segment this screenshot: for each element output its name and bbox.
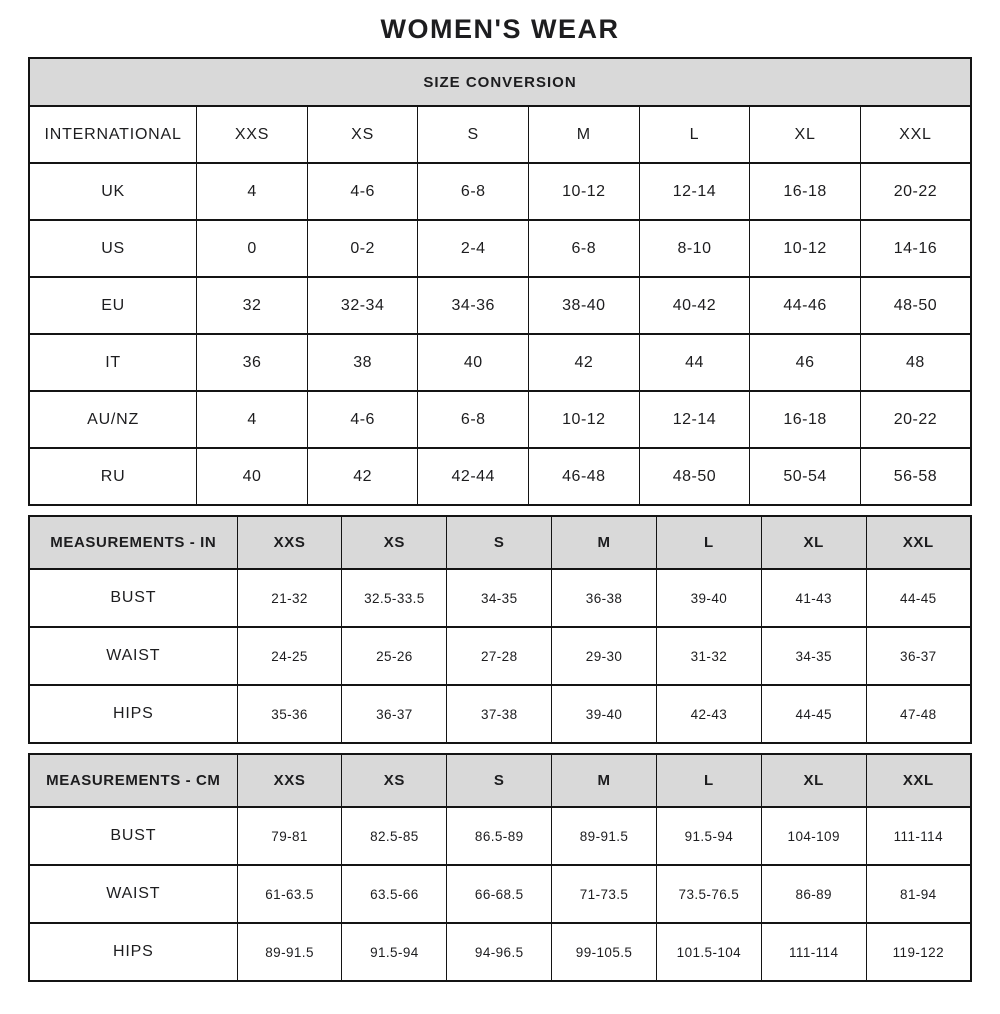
value-cell: 44-46 [750, 277, 861, 334]
value-cell: 99-105.5 [552, 923, 657, 981]
value-cell: 38-40 [529, 277, 640, 334]
value-cell: 16-18 [750, 163, 861, 220]
value-cell: 48-50 [639, 448, 750, 505]
value-cell: 4 [197, 163, 308, 220]
size-column-header: L [656, 754, 761, 807]
table-row [29, 865, 971, 923]
value-cell: 101.5-104 [656, 923, 761, 981]
value-cell: 86.5-89 [447, 807, 552, 865]
value-cell: 12-14 [639, 391, 750, 448]
value-cell: 56-58 [860, 448, 971, 505]
measurements-cm-head [29, 754, 971, 807]
table-row [29, 685, 971, 743]
row-label: IT [29, 334, 197, 391]
table-row [29, 163, 971, 220]
value-cell: 14-16 [860, 220, 971, 277]
size-column-header: XS [307, 106, 418, 163]
value-cell: 12-14 [639, 163, 750, 220]
value-cell: 111-114 [761, 923, 866, 981]
value-cell: 89-91.5 [552, 807, 657, 865]
table-row [29, 448, 971, 505]
value-cell: 10-12 [529, 163, 640, 220]
size-column-header: XXL [860, 106, 971, 163]
value-cell: 44 [639, 334, 750, 391]
size-column-header: S [447, 754, 552, 807]
size-column-header: XL [761, 516, 866, 569]
page-title: WOMEN'S WEAR [380, 14, 620, 44]
size-column-header: L [639, 106, 750, 163]
value-cell: 6-8 [418, 391, 529, 448]
row-label: BUST [29, 807, 237, 865]
value-cell: 10-12 [750, 220, 861, 277]
value-cell: 16-18 [750, 391, 861, 448]
value-cell: 32-34 [307, 277, 418, 334]
table-row [29, 627, 971, 685]
value-cell: 31-32 [656, 627, 761, 685]
value-cell: 10-12 [529, 391, 640, 448]
size-column-header: XS [342, 516, 447, 569]
value-cell: 42-44 [418, 448, 529, 505]
measurements-in-head [29, 516, 971, 569]
value-cell: 24-25 [237, 627, 342, 685]
value-cell: 46 [750, 334, 861, 391]
value-cell: 94-96.5 [447, 923, 552, 981]
value-cell: 86-89 [761, 865, 866, 923]
value-cell: 44-45 [761, 685, 866, 743]
size-guide-page [0, 14, 1000, 982]
value-cell: 36-37 [866, 627, 971, 685]
size-column-header: XS [342, 754, 447, 807]
value-cell: 6-8 [418, 163, 529, 220]
row-label: RU [29, 448, 197, 505]
value-cell: 50-54 [750, 448, 861, 505]
size-column-header: M [529, 106, 640, 163]
value-cell: 20-22 [860, 163, 971, 220]
value-cell: 40 [418, 334, 529, 391]
value-cell: 2-4 [418, 220, 529, 277]
value-cell: 79-81 [237, 807, 342, 865]
value-cell: 0 [197, 220, 308, 277]
value-cell: 42-43 [656, 685, 761, 743]
row-label-header: MEASUREMENTS - IN [29, 516, 237, 569]
value-cell: 32 [197, 277, 308, 334]
value-cell: 61-63.5 [237, 865, 342, 923]
row-label: BUST [29, 569, 237, 627]
value-cell: 73.5-76.5 [656, 865, 761, 923]
size-column-header: M [552, 754, 657, 807]
measurements-cm-table [28, 753, 972, 982]
value-cell: 34-35 [447, 569, 552, 627]
row-label: HIPS [29, 923, 237, 981]
size-column-header: M [552, 516, 657, 569]
value-cell: 39-40 [552, 685, 657, 743]
row-label: AU/NZ [29, 391, 197, 448]
value-cell: 32.5-33.5 [342, 569, 447, 627]
row-label: WAIST [29, 627, 237, 685]
value-cell: 104-109 [761, 807, 866, 865]
table-row [29, 569, 971, 627]
value-cell: 34-35 [761, 627, 866, 685]
measurements-in-table [28, 515, 972, 744]
size-column-header: L [656, 516, 761, 569]
size-column-header: XXS [237, 754, 342, 807]
value-cell: 46-48 [529, 448, 640, 505]
row-label: EU [29, 277, 197, 334]
value-cell: 119-122 [866, 923, 971, 981]
value-cell: 82.5-85 [342, 807, 447, 865]
table-row [29, 923, 971, 981]
value-cell: 41-43 [761, 569, 866, 627]
value-cell: 47-48 [866, 685, 971, 743]
value-cell: 35-36 [237, 685, 342, 743]
size-conversion-banner: SIZE CONVERSION [29, 58, 971, 106]
value-cell: 42 [529, 334, 640, 391]
value-cell: 39-40 [656, 569, 761, 627]
row-label: UK [29, 163, 197, 220]
value-cell: 36-37 [342, 685, 447, 743]
table-row [29, 391, 971, 448]
measurements-in-body [29, 569, 971, 743]
measurements-cm-header-row [29, 754, 971, 807]
size-column-header: XL [750, 106, 861, 163]
value-cell: 91.5-94 [656, 807, 761, 865]
measurements-cm-body [29, 807, 971, 981]
row-label: US [29, 220, 197, 277]
row-label-header: MEASUREMENTS - CM [29, 754, 237, 807]
value-cell: 4 [197, 391, 308, 448]
size-conversion-banner-row [29, 58, 971, 106]
table-row [29, 220, 971, 277]
value-cell: 81-94 [866, 865, 971, 923]
row-label: HIPS [29, 685, 237, 743]
value-cell: 42 [307, 448, 418, 505]
value-cell: 48 [860, 334, 971, 391]
value-cell: 66-68.5 [447, 865, 552, 923]
row-label: WAIST [29, 865, 237, 923]
size-conversion-column-header-row [29, 106, 971, 163]
value-cell: 91.5-94 [342, 923, 447, 981]
value-cell: 6-8 [529, 220, 640, 277]
value-cell: 4-6 [307, 391, 418, 448]
measurements-in-header-row [29, 516, 971, 569]
value-cell: 40-42 [639, 277, 750, 334]
size-column-header: S [447, 516, 552, 569]
value-cell: 20-22 [860, 391, 971, 448]
value-cell: 8-10 [639, 220, 750, 277]
size-column-header: S [418, 106, 529, 163]
value-cell: 89-91.5 [237, 923, 342, 981]
size-column-header: XXL [866, 754, 971, 807]
value-cell: 4-6 [307, 163, 418, 220]
value-cell: 36-38 [552, 569, 657, 627]
size-column-header: XXS [237, 516, 342, 569]
value-cell: 34-36 [418, 277, 529, 334]
value-cell: 27-28 [447, 627, 552, 685]
table-row [29, 334, 971, 391]
value-cell: 111-114 [866, 807, 971, 865]
value-cell: 38 [307, 334, 418, 391]
value-cell: 44-45 [866, 569, 971, 627]
value-cell: 21-32 [237, 569, 342, 627]
value-cell: 37-38 [447, 685, 552, 743]
size-column-header: XXS [197, 106, 308, 163]
table-row [29, 807, 971, 865]
table-row [29, 277, 971, 334]
size-column-header: XXL [866, 516, 971, 569]
value-cell: 25-26 [342, 627, 447, 685]
size-conversion-table [28, 57, 972, 506]
size-conversion-body [29, 163, 971, 505]
size-conversion-head [29, 58, 971, 163]
size-column-header: XL [761, 754, 866, 807]
value-cell: 0-2 [307, 220, 418, 277]
row-label-header: INTERNATIONAL [29, 106, 197, 163]
value-cell: 36 [197, 334, 308, 391]
value-cell: 71-73.5 [552, 865, 657, 923]
value-cell: 48-50 [860, 277, 971, 334]
value-cell: 29-30 [552, 627, 657, 685]
value-cell: 63.5-66 [342, 865, 447, 923]
value-cell: 40 [197, 448, 308, 505]
